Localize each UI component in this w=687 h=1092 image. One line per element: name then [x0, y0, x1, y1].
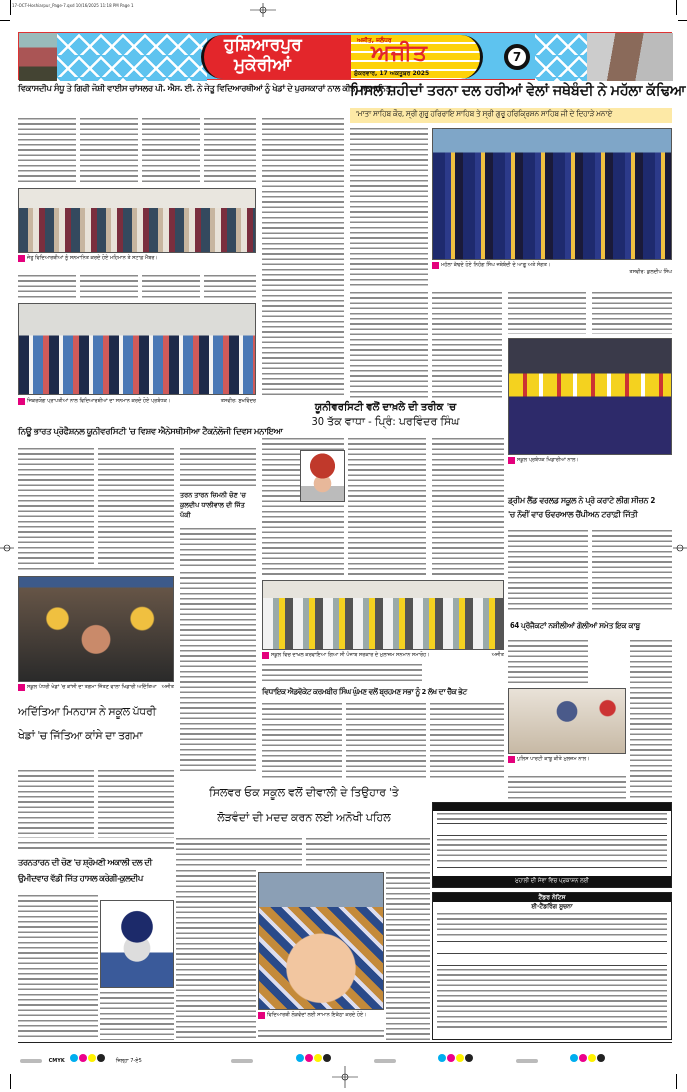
article-body [432, 438, 504, 576]
masthead [18, 32, 672, 80]
headline: 'ਚ ਨੌਵੀਂ ਵਾਰ ਓਵਰਆਲ ਚੈਂਪੀਅਨ ਟਰਾਫ਼ੀ ਜਿੱਤੀ [508, 510, 638, 519]
article-body [508, 292, 586, 334]
headline: ਲੋੜਵੰਦਾਂ ਦੀ ਮਦਦ ਕਰਨ ਲਈ ਅਨੋਖੀ ਪਹਿਲ [217, 811, 391, 824]
headline: ਯੂਨੀਵਰਸਿਟੀ ਵਲੋਂ ਦਾਖ਼ਲੇ ਦੀ ਤਰੀਕ 'ਚ [314, 402, 457, 413]
photo-caption: ਮਹੱਲਾ ਕੱਢਦੇ ਹੋਏ ਨਿਹੰਗ ਸਿੰਘ ਜਥੇਬੰਦੀ ਦੇ ਆਗੂ ਅਤੇ ਸੰਗਤ। ਤਸਵੀਰ: ਕੁਲਦੀਪ ਸਿੰਘ [432, 262, 672, 286]
article-body [508, 640, 588, 684]
notice-footer: ਮੁਹਾਲੀ ਦੀ ਸੇਵਾ ਵਿਚ ਪ੍ਰਕਾਸ਼ਨ ਲਈ [433, 876, 671, 887]
crop-mark [0, 20, 10, 21]
crop-mark [676, 0, 677, 15]
photo-caption: ਸਕੂਲ ਪ੍ਰਬੰਧਕ ਖਿਡਾਰੀਆਂ ਨਾਲ। [508, 457, 672, 471]
crop-mark [676, 1074, 677, 1089]
file-slug: 17-OCT-Hoshiarpur_Page-7.qxd 10/16/2025 11:18 PM Page 1 [12, 3, 134, 8]
article-body [204, 118, 256, 185]
photo-credit: ਤਸਵੀਰ: ਕੁਲਦੀਪ ਸਿੰਘ [629, 269, 672, 275]
headline: ਸਿਲਵਰ ਓਕ ਸਕੂਲ ਵਲੋਂ ਦੀਵਾਲੀ ਦੇ ਤਿਉਹਾਰ 'ਤੇ [209, 786, 399, 799]
article-body [432, 292, 502, 398]
registration-mark-icon [0, 533, 14, 563]
edition-title-line1: ਹੁਸ਼ਿਆਰਪੁਰ [224, 35, 302, 55]
headline: ਅਦਿੱਤਿਆ ਮਿਨਹਾਸ ਨੇ ਸਕੂਲ ਪੱਧਰੀ [18, 705, 156, 718]
subheadline: ਤਰਨ ਤਾਰਨ ਜ਼ਿਮਨੀ ਚੋਣ 'ਚ ਕੁਲਦੀਪ ਧਾਲੀਵਾਲ ਦੀ ਜਿੱਤ ਪੱਕੀ [180, 491, 246, 519]
article-body [258, 1030, 384, 1040]
photo-caption: ਜੇਤੂ ਵਿਦਿਆਰਥੀਆਂ ਨੂੰ ਸਨਮਾਨਿਤ ਕਰਦੇ ਹੋਏ ਮਹਿਮਾਨ ਤੇ ਸਟਾਫ਼ ਮੈਂਬਰ। [18, 255, 256, 271]
photo-caption: ਜਿਕਰਯੋਗ ਪ੍ਰਾਪਤੀਆਂ ਨਾਲ ਵਿਦਿਆਰਥੀਆਂ ਦਾ ਸਨਮਾਨ ਕਰਦੇ ਹੋਏ ਪ੍ਰਬੰਧਕ। ਤਸਵੀਰ: ਸੁਖਵਿੰਦਰ [18, 398, 256, 414]
headline: ਡ੍ਰੀਮ ਲੈਂਡ ਵਰਲਡ ਸਕੂਲ ਨੇ ਪ੍ਰੋ ਕਰਾਟੇ ਲੀਗ ਸੀਜ਼ਨ 2 [508, 496, 656, 505]
photo-caption: ਸਕੂਲ ਪੱਧਰੀ ਖੇਡਾਂ 'ਚ ਕਾਂਸੀ ਦਾ ਤਗਮਾ ਜਿੱਤਣ ਵਾਲਾ ਖਿਡਾਰੀ ਅਦਿੱਤਿਆ ਅਜੀਤ [18, 684, 174, 700]
registration-mark-icon [248, 2, 278, 16]
article-body [80, 118, 138, 185]
registration-mark-icon [330, 1066, 360, 1088]
masthead-pattern [535, 33, 587, 81]
cmyk-label: CMYK [48, 1057, 65, 1064]
article-body [592, 530, 672, 610]
article-body [18, 895, 98, 1040]
masthead-photo-left [19, 33, 57, 81]
photo-credit: ਤਸਵੀਰ: ਸੁਖਵਿੰਦਰ [220, 398, 256, 404]
article-photo [432, 128, 672, 260]
headline: ਨਿਊ ਭਾਰਤ ਪ੍ਰੋਫੈਸ਼ਨਲ ਯੂਨੀਵਰਸਿਟੀ 'ਚ ਵਿਸ਼ਵ ਐਨੇਸਥੀਸੀਆ ਟੈਕਨੋਲੋਜੀ ਦਿਵਸ ਮਨਾਇਆ [18, 427, 283, 437]
advertisement-notice [432, 802, 672, 888]
paper-name-logo: ਅਜੀਤ [371, 41, 428, 66]
portrait-photo [100, 900, 174, 988]
article-body [592, 292, 672, 334]
edition-title-line2: ਮੁਕੇਰੀਆਂ [234, 55, 291, 75]
article-body [262, 664, 422, 684]
headline: ਮਿਸਲ ਸ਼ਹੀਦਾਂ ਤਰਨਾ ਦਲ ਹਰੀਆਂ ਵੇਲਾਂ ਜਥੇਬੰਦੀ ਨੇ ਮਹੱਲਾ ਕੱਢਿਆ [350, 83, 686, 99]
article-body [306, 838, 430, 868]
article-photo [262, 580, 504, 650]
article-photo [258, 872, 384, 1010]
article-body [204, 275, 256, 299]
article-body [176, 870, 256, 1040]
headline: 30 ਤੱਕ ਵਾਧਾ - ਪ੍ਰਿੰ: ਪਰਵਿੰਦਰ ਸਿੰਘ [311, 415, 460, 428]
photo-credit: ਅਜੀਤ [161, 684, 174, 690]
crop-mark [10, 0, 11, 15]
masthead-pattern [57, 33, 207, 81]
article-body [80, 275, 138, 299]
article-body [18, 770, 94, 838]
page-number-badge [504, 44, 530, 70]
crop-mark [10, 1074, 11, 1089]
photo-caption: ਸਕੂਲ ਵਿਚ ਦਾਖ਼ਲ ਕਰਵਾਇਆ ਗਿਆ ਸੀ ਪੰਜਾਬ ਸਰਕਾਰ ਦੇ ਮੁਲਾਜ਼ਮ ਸਨਮਾਨ ਸਮਾਰੋਹ। ਅਜੀਤ [262, 652, 504, 660]
article-body [508, 776, 626, 800]
article-body [98, 448, 174, 566]
headline: 64 ਪ੍ਰੋਜੈਕਟਾਂ ਨਸ਼ੀਲੀਆਂ ਗੋਲੀਆਂ ਸਮੇਤ ਇਕ ਕਾਬੂ [510, 621, 640, 630]
page-number: 7 [512, 50, 522, 64]
masthead-photo-right [587, 33, 673, 81]
issue-date: ਸ਼ੁੱਕਰਵਾਰ, 17 ਅਕਤੂਬਰ 2025 [354, 70, 430, 77]
article-photo [18, 576, 174, 682]
article-body [18, 448, 94, 566]
tender-title: ਟੈਂਡਰ ਨੋਟਿਸ [433, 893, 671, 902]
crop-mark [678, 20, 687, 21]
article-body [176, 838, 302, 868]
photo-caption: ਪੁਲਿਸ ਪਾਰਟੀ ਕਾਬੂ ਕੀਤੇ ਮੁਲਜ਼ਮ ਨਾਲ। [508, 756, 626, 772]
article-body [18, 842, 174, 852]
article-body [180, 572, 256, 772]
headline: ਖੇਡਾਂ 'ਚ ਜਿੱਤਿਆ ਕਾਂਸੇ ਦਾ ਤਗਮਾ [18, 729, 143, 742]
publisher: ਅਜੀਤ, ਜਲੰਧਰ [357, 37, 392, 44]
article-body [142, 275, 200, 299]
headline: ਵਿਧਾਇਕ ਐਡਵੋਕੇਟ ਕਰਮਬੀਰ ਸਿੰਘ ਘੁੰਮਣ ਵਲੋਂ ਬ੍ਰਹਮਣ ਸਭਾ ਨੂੰ 2 ਲੱਖ ਦਾ ਚੈੱਕ ਭੇਟ [262, 687, 467, 696]
article-body [508, 530, 588, 610]
article-body [350, 128, 428, 288]
footer-rule [18, 1042, 672, 1043]
article-photo [508, 688, 626, 754]
tender-subtitle: ਈ-ਟੈਂਡਰਿੰਗ ਸੂਚਨਾ [531, 903, 573, 910]
article-body [348, 438, 426, 576]
article-body [180, 528, 256, 566]
article-body [180, 448, 256, 486]
article-body [350, 292, 428, 398]
article-body [142, 118, 200, 185]
article-body [386, 872, 430, 1040]
article-body [98, 770, 174, 838]
article-body [18, 118, 76, 185]
color-bar [20, 1054, 670, 1064]
article-body [18, 275, 76, 299]
article-body [262, 118, 344, 398]
headline: ਵਿਕਾਸਦੀਪ ਸੰਧੂ ਤੇ ਗਿਰੀ ਜੋਸ਼ੀ ਵਾਈਸ ਚਾਂਸਲਰ ਪੀ. ਐਸ. ਈ. ਨੇ ਜੇਤੂ ਵਿਦਿਆਰਥੀਆਂ ਨੂੰ ਖੇਡਾਂ ਦੇ ਪੁਰਸਕਾਰਾਂ ਨਾਲ ਕੀਤਾ ਸਨਮਾਨਿਤ [18, 83, 391, 93]
article-photo [508, 338, 672, 455]
photo-caption: ਵਿਦਿਆਰਥੀ ਲੋੜਵੰਦਾਂ ਲਈ ਸਾਮਾਨ ਇਕੱਠਾ ਕਰਦੇ ਹੋਏ। [258, 1012, 384, 1028]
subheadline: 'ਮਾਤਾ ਸਾਹਿਬ ਕੌਰ, ਸ੍ਰੀ ਗੁਰੂ ਹਰਿਰਾਇ ਸਾਹਿਬ ਤੇ ਸ੍ਰੀ ਗੁਰੂ ਹਰਿਕ੍ਰਿਸ਼ਨ ਸਾਹਿਬ ਜੀ ਦੇ ਦਿਹਾੜੇ ਮਨਾਏ [356, 109, 613, 118]
registration-mark-icon [673, 533, 687, 563]
article-photo [18, 188, 256, 253]
article-body [430, 703, 504, 779]
edition-code: ਜਿਲ੍ਹਾ 7-ਏ5 [115, 1057, 142, 1064]
article-photo [18, 303, 256, 395]
article-body [18, 568, 174, 573]
article-body [100, 992, 174, 1040]
article-body [630, 640, 672, 800]
photo-credit: ਅਜੀਤ [491, 652, 504, 658]
article-body [262, 703, 342, 779]
headline: ਉਮੀਦਵਾਰ ਵੱਡੀ ਜਿੱਤ ਹਾਸਲ ਕਰੇਗੀ-ਕੁਲਦੀਪ [18, 873, 143, 883]
advertisement-tender [432, 892, 672, 1040]
article-body [346, 703, 426, 779]
portrait-photo [300, 450, 345, 502]
headline: ਤਰਨਤਾਰਨ ਦੀ ਚੋਣ 'ਚ ਸ਼੍ਰੋਮਣੀ ਅਕਾਲੀ ਦਲ ਦੀ [18, 857, 152, 867]
